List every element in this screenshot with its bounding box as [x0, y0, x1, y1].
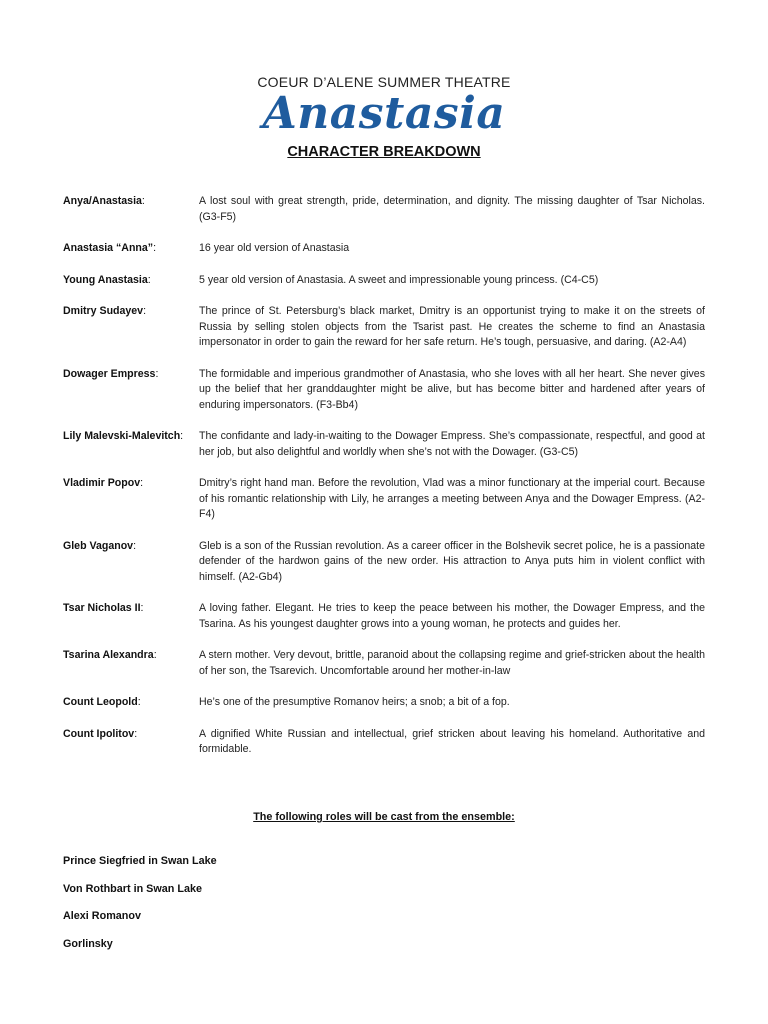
role-list: [63, 194, 705, 774]
role-name-colon: :: [137, 696, 141, 708]
ensemble-item: Prince Siegfried in Swan Lake: [63, 855, 217, 867]
role-name-colon: :: [134, 727, 138, 740]
role-row: [63, 273, 705, 289]
role-row: [63, 367, 705, 414]
role-name-text: Count Ipolitov: [63, 727, 135, 740]
role-name-text: Tsarina Alexandra: [63, 649, 154, 661]
role-name-colon: :: [140, 477, 144, 489]
role-name: [63, 601, 199, 632]
role-row: [63, 601, 705, 632]
role-name-text: Anya/Anastasia: [63, 195, 142, 207]
role-name: [63, 194, 199, 225]
role-name: [63, 273, 199, 289]
role-name-colon: :: [143, 305, 147, 317]
role-name: [63, 695, 199, 711]
role-name-colon: :: [141, 195, 145, 207]
role-row: [63, 304, 705, 351]
role-name-text: Lily Malevski-Malevitch: [63, 430, 181, 442]
role-name: [63, 476, 199, 523]
role-name-text: Vladimir Popov: [63, 477, 141, 489]
role-name-text: Tsar Nicholas II: [63, 602, 141, 614]
role-name-text: Gleb Vaganov: [63, 539, 134, 552]
role-description: A stern mother. Very devout, brittle, paranoid about the collapsing regime and grief-stricken about the health of her son, the Tsarevich. Uncomfortable around her mother-in-law: [199, 649, 705, 677]
role-name: [63, 727, 199, 758]
role-name-text: Dmitry Sudayev: [63, 305, 144, 317]
ensemble-item: Von Rothbart in Swan Lake: [63, 882, 202, 895]
role-description: 16 year old version of Anastasia: [199, 242, 350, 254]
ensemble-item: Alexi Romanov: [63, 910, 141, 922]
role-description: A dignified White Russian and intellectual, grief stricken about leaving his homeland. Authoritative and formidable.: [199, 727, 705, 755]
role-row: [63, 648, 705, 679]
show-title: Anastasia: [262, 88, 506, 139]
role-row: [63, 539, 705, 586]
role-name-text: Dowager Empress: [63, 367, 156, 380]
role-name: [63, 539, 199, 586]
role-name: [63, 367, 199, 414]
role-name-colon: :: [153, 242, 157, 254]
role-name-colon: :: [140, 602, 144, 614]
role-name-text: Anastasia “Anna”: [63, 242, 154, 254]
role-description: He’s one of the presumptive Romanov heirs; a snob; a bit of a fop.: [199, 696, 510, 708]
role-description: A loving father. Elegant. He tries to keep the peace between his mother, the Dowager Empress, and the Tsarina. As his youngest daughter grows into a young woman, he protects and guides her.: [199, 602, 705, 630]
ensemble-item: Gorlinsky: [63, 937, 113, 950]
role-row: [63, 476, 705, 523]
role-description: The confidante and lady-in-waiting to the Dowager Empress. She’s compassionate, respectful, and good at her job, but also delightful and worldly when she’s not with the Dowager. (G3-C5): [199, 430, 705, 458]
page-title: CHARACTER BREAKDOWN: [287, 144, 481, 160]
role-name-colon: :: [155, 367, 159, 380]
role-name-text: Young Anastasia: [63, 273, 148, 286]
role-row: [63, 429, 705, 460]
role-row: [63, 727, 705, 758]
role-name: [63, 429, 199, 460]
role-description: A lost soul with great strength, pride, determination, and dignity. The missing daughter of Tsar Nicholas. (G3-F5): [199, 195, 705, 223]
role-description: Gleb is a son of the Russian revolution. As a career officer in the Bolshevik secret police, he is a passionate defender of the hardwon gains of the new order. His attraction to Anya puts him in violent conflict with himself. (A2-Gb4): [199, 539, 705, 583]
role-name-colon: :: [180, 430, 184, 442]
role-name: [63, 648, 199, 679]
role-description: 5 year old version of Anastasia. A sweet and impressionable young princess. (C4-C5): [199, 273, 599, 286]
theatre-name: COEUR D’ALENE SUMMER THEATRE: [257, 74, 511, 90]
role-row: [63, 241, 705, 257]
role-name: [63, 241, 199, 257]
role-row: [63, 695, 705, 711]
role-description: The formidable and imperious grandmother of Anastasia, who she loves with all her heart. She never gives up the belief that her granddaughter might be alive, but has become bitter and hardened after years of enduring impersonators. (F3-Bb4): [199, 367, 705, 411]
role-name-text: Count Leopold: [63, 696, 138, 708]
role-row: [63, 194, 705, 225]
role-name: [63, 304, 199, 351]
ensemble-heading: The following roles will be cast from the ensemble:: [253, 811, 515, 823]
ensemble-list: [63, 854, 217, 964]
role-description: The prince of St. Petersburg’s black market, Dmitry is an opportunist trying to make it on the streets of Russia by selling stolen objects from the Tsarist past. He creates the scheme to find an Anastasia impersonator in order to gain the reward for her safe return. He’s tough, persuasive, and daring. (A2-A4): [199, 305, 705, 348]
role-name-colon: :: [153, 649, 157, 661]
role-name-colon: :: [133, 539, 137, 552]
role-description: Dmitry’s right hand man. Before the revolution, Vlad was a minor functionary at the imperial court. Because of his romantic relationship with Lily, he arranges a meeting between Anya and the Dowager Empress. (A2-F4): [199, 477, 705, 520]
role-name-colon: :: [147, 273, 151, 286]
